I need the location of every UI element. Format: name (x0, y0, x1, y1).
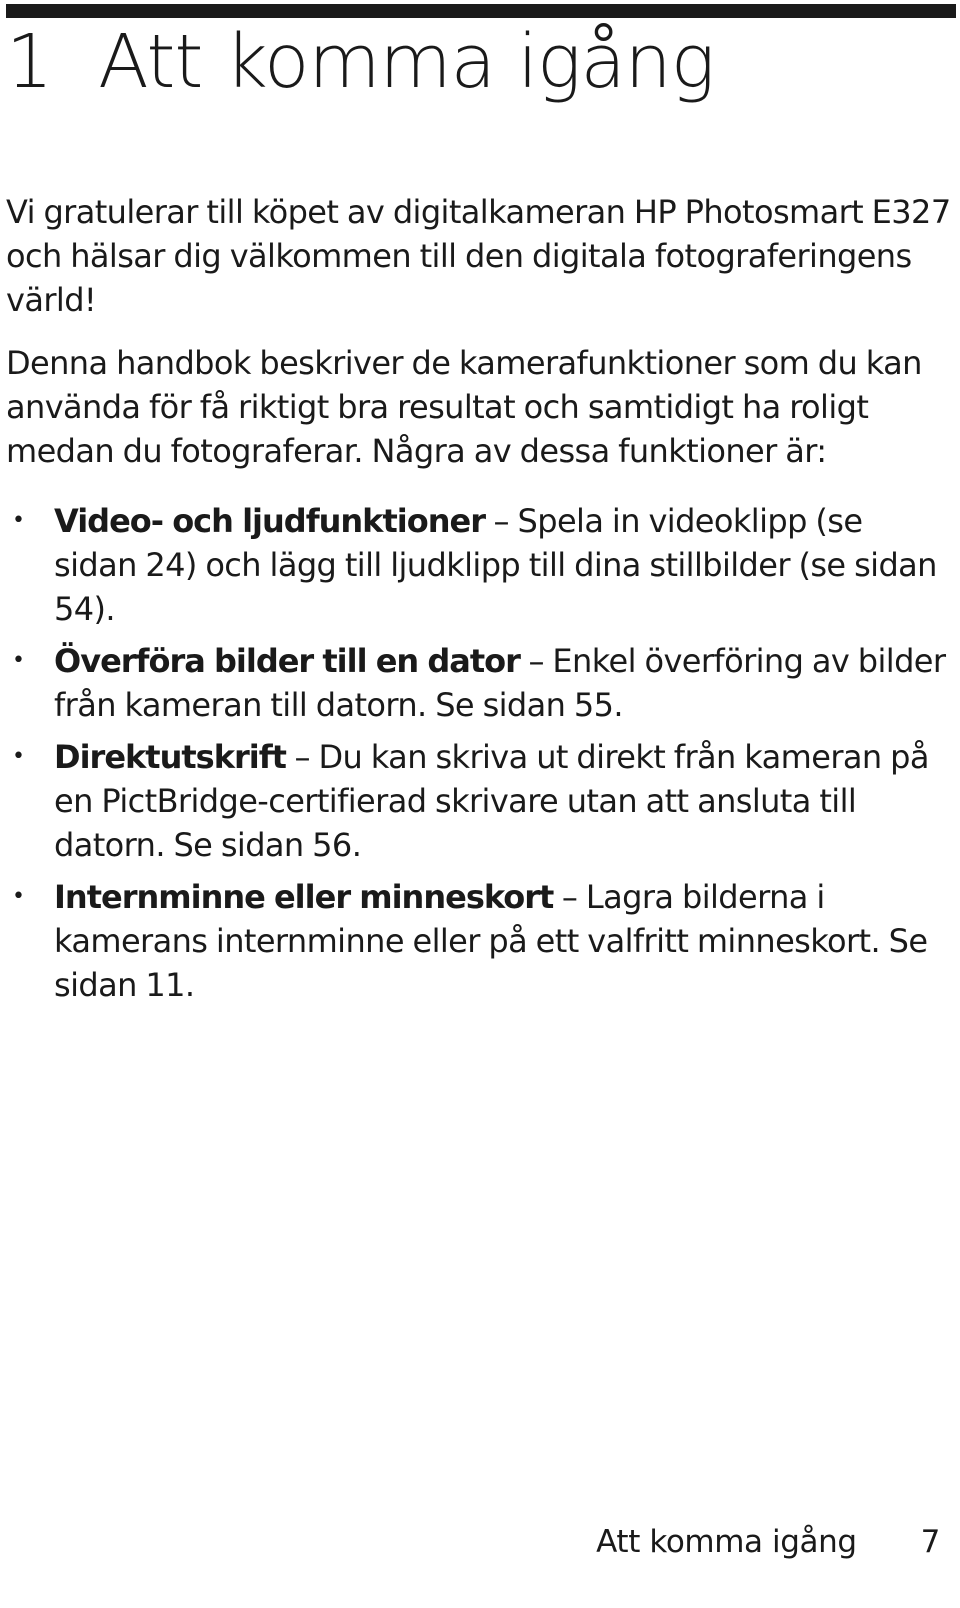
bullet-icon: • (12, 648, 25, 673)
feature-title: Video- och ljudfunktioner (54, 502, 485, 540)
page-footer (596, 1520, 940, 1564)
chapter-title-text: Att komma igång (98, 19, 715, 105)
feature-list (6, 499, 951, 1007)
feature-text: Lagra bilderna i kamerans internminne eller på ett valfritt minneskort. Se sidan 11. (54, 878, 928, 1004)
feature-text: Spela in videoklipp (se sidan 24) och lägg till ljudklipp till dina stillbilder (se sidan 54). (54, 502, 937, 628)
feature-text: Du kan skriva ut direkt från kameran på en PictBridge-certifierad skrivare utan att ansluta till datorn. Se sidan 56. (54, 738, 929, 864)
feature-text: Enkel överföring av bilder från kameran till datorn. Se sidan 55. (54, 642, 946, 724)
list-item (6, 499, 951, 631)
chapter-number: 1 (6, 19, 53, 105)
list-item (6, 639, 951, 727)
feature-title: Direktutskrift (54, 738, 286, 776)
bullet-icon: • (12, 884, 25, 909)
feature-title: Överföra bilder till en dator (54, 642, 520, 680)
list-item (6, 735, 951, 867)
feature-dash: – (519, 642, 553, 680)
bullet-icon: • (12, 744, 25, 769)
list-item (6, 875, 951, 1007)
feature-title: Internminne eller minneskort (54, 878, 554, 916)
chapter-title (6, 14, 714, 110)
feature-dash: – (553, 878, 586, 916)
bullet-icon: • (12, 508, 25, 533)
intro-paragraph: Vi gratulerar till köpet av digitalkameran HP Photosmart E327 och hälsar dig välkommen till den digitala fotograferingens värld! (6, 193, 951, 319)
page-body (6, 190, 951, 1015)
page-number: 7 (920, 1524, 940, 1560)
intro-paragraph: Denna handbok beskriver de kamerafunktioner som du kan använda för få riktigt bra resultat och samtidigt ha roligt medan du fotograferar. Några av dessa funktioner är: (6, 344, 922, 470)
footer-section-title: Att komma igång (596, 1524, 857, 1560)
feature-dash: – (484, 502, 518, 540)
feature-dash: – (285, 738, 319, 776)
